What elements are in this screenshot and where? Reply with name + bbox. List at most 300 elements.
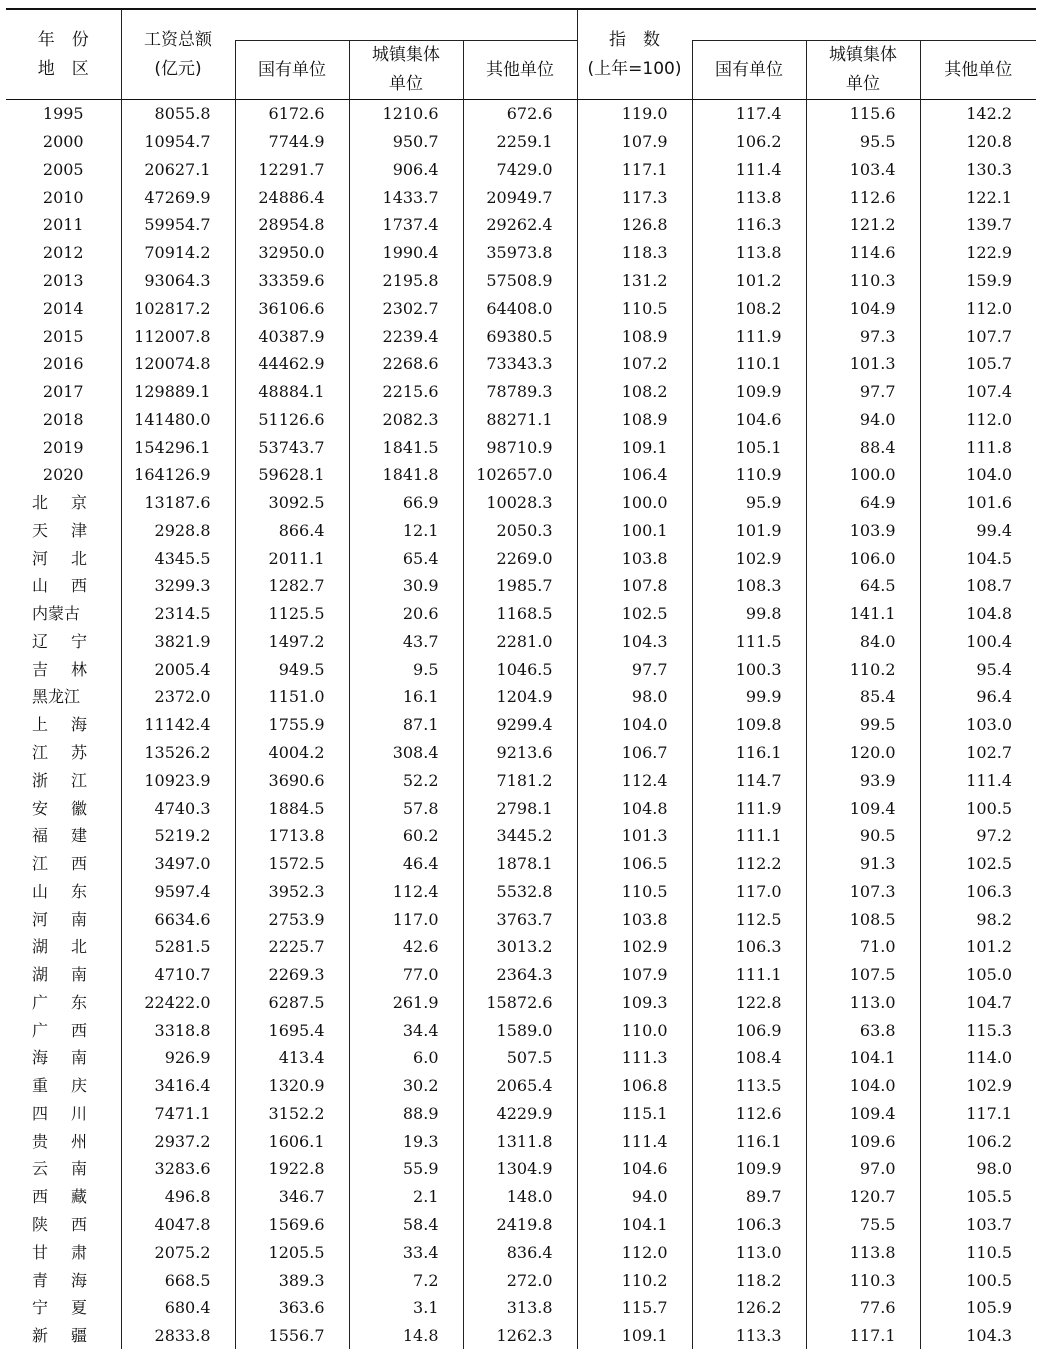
cell-value: 3763.7 bbox=[463, 905, 577, 933]
cell-value: 7471.1 bbox=[121, 1100, 235, 1128]
cell-value: 1210.6 bbox=[349, 100, 463, 128]
cell-value: 109.1 bbox=[577, 433, 692, 461]
cell-value: 2268.6 bbox=[349, 350, 463, 378]
cell-value: 65.4 bbox=[349, 544, 463, 572]
cell-value: 100.5 bbox=[920, 1266, 1036, 1294]
cell-value: 116.3 bbox=[692, 211, 806, 239]
cell-value: 115.3 bbox=[920, 1016, 1036, 1044]
row-region: 山东 bbox=[6, 877, 121, 905]
cell-value: 20949.7 bbox=[463, 183, 577, 211]
cell-value: 413.4 bbox=[235, 1044, 349, 1072]
cell-value: 117.1 bbox=[920, 1100, 1036, 1128]
cell-value: 2364.3 bbox=[463, 961, 577, 989]
row-label-region: 地 区 bbox=[6, 55, 121, 84]
cell-value: 104.0 bbox=[806, 1072, 920, 1100]
row-region: 内蒙古 bbox=[6, 600, 121, 628]
cell-value: 3299.3 bbox=[121, 572, 235, 600]
cell-value: 99.8 bbox=[692, 600, 806, 628]
cell-value: 110.5 bbox=[577, 877, 692, 905]
total-wage-unit: (亿元) bbox=[122, 55, 235, 84]
cell-value: 4710.7 bbox=[121, 961, 235, 989]
cell-value: 109.9 bbox=[692, 378, 806, 406]
cell-value: 1695.4 bbox=[235, 1016, 349, 1044]
cell-value: 3952.3 bbox=[235, 877, 349, 905]
cell-value: 24886.4 bbox=[235, 183, 349, 211]
cell-value: 389.3 bbox=[235, 1266, 349, 1294]
cell-value: 70914.2 bbox=[121, 239, 235, 267]
cell-value: 104.0 bbox=[920, 461, 1036, 489]
table-row bbox=[6, 1322, 1036, 1349]
cell-value: 88271.1 bbox=[463, 405, 577, 433]
cell-value: 109.9 bbox=[692, 1155, 806, 1183]
cell-value: 120.8 bbox=[920, 128, 1036, 156]
cell-value: 129889.1 bbox=[121, 378, 235, 406]
col-urban-collective: 城镇集体 单位 bbox=[349, 41, 463, 100]
table-row bbox=[6, 1183, 1036, 1211]
cell-value: 20.6 bbox=[349, 600, 463, 628]
cell-value: 154296.1 bbox=[121, 433, 235, 461]
cell-value: 117.0 bbox=[692, 877, 806, 905]
cell-value: 1884.5 bbox=[235, 794, 349, 822]
cell-value: 1737.4 bbox=[349, 211, 463, 239]
cell-value: 1320.9 bbox=[235, 1072, 349, 1100]
cell-value: 1282.7 bbox=[235, 572, 349, 600]
cell-value: 51126.6 bbox=[235, 405, 349, 433]
cell-value: 103.0 bbox=[920, 711, 1036, 739]
cell-value: 106.3 bbox=[692, 1211, 806, 1239]
cell-value: 5219.2 bbox=[121, 822, 235, 850]
cell-value: 2239.4 bbox=[349, 322, 463, 350]
cell-value: 97.7 bbox=[577, 655, 692, 683]
cell-value: 2050.3 bbox=[463, 516, 577, 544]
cell-value: 110.2 bbox=[577, 1266, 692, 1294]
row-year: 2010 bbox=[6, 183, 121, 211]
cell-value: 84.0 bbox=[806, 628, 920, 656]
cell-value: 6287.5 bbox=[235, 989, 349, 1017]
table-row bbox=[6, 905, 1036, 933]
table-row bbox=[6, 433, 1036, 461]
cell-value: 866.4 bbox=[235, 516, 349, 544]
cell-value: 148.0 bbox=[463, 1183, 577, 1211]
row-year: 2011 bbox=[6, 211, 121, 239]
cell-value: 102.9 bbox=[577, 933, 692, 961]
cell-value: 1556.7 bbox=[235, 1322, 349, 1349]
cell-value: 108.3 bbox=[692, 572, 806, 600]
cell-value: 1606.1 bbox=[235, 1127, 349, 1155]
row-year: 1995 bbox=[6, 100, 121, 128]
table-row bbox=[6, 739, 1036, 767]
cell-value: 97.2 bbox=[920, 822, 1036, 850]
cell-value: 680.4 bbox=[121, 1294, 235, 1322]
cell-value: 106.5 bbox=[577, 850, 692, 878]
cell-value: 33359.6 bbox=[235, 267, 349, 295]
cell-value: 100.0 bbox=[806, 461, 920, 489]
cell-value: 6634.6 bbox=[121, 905, 235, 933]
cell-value: 110.2 bbox=[806, 655, 920, 683]
cell-value: 101.3 bbox=[806, 350, 920, 378]
cell-value: 308.4 bbox=[349, 739, 463, 767]
cell-value: 507.5 bbox=[463, 1044, 577, 1072]
cell-value: 30.2 bbox=[349, 1072, 463, 1100]
cell-value: 87.1 bbox=[349, 711, 463, 739]
cell-value: 3318.8 bbox=[121, 1016, 235, 1044]
cell-value: 115.7 bbox=[577, 1294, 692, 1322]
cell-value: 73343.3 bbox=[463, 350, 577, 378]
cell-value: 4047.8 bbox=[121, 1211, 235, 1239]
cell-value: 42.6 bbox=[349, 933, 463, 961]
row-region: 重庆 bbox=[6, 1072, 121, 1100]
cell-value: 118.3 bbox=[577, 239, 692, 267]
cell-value: 117.1 bbox=[577, 156, 692, 184]
row-region: 江苏 bbox=[6, 739, 121, 767]
cell-value: 112.6 bbox=[806, 183, 920, 211]
cell-value: 114.6 bbox=[806, 239, 920, 267]
cell-value: 1433.7 bbox=[349, 183, 463, 211]
row-year: 2017 bbox=[6, 378, 121, 406]
cell-value: 121.2 bbox=[806, 211, 920, 239]
cell-value: 10954.7 bbox=[121, 128, 235, 156]
table-row bbox=[6, 794, 1036, 822]
cell-value: 12291.7 bbox=[235, 156, 349, 184]
row-year: 2012 bbox=[6, 239, 121, 267]
row-region: 湖南 bbox=[6, 961, 121, 989]
cell-value: 2928.8 bbox=[121, 516, 235, 544]
table-row bbox=[6, 766, 1036, 794]
cell-value: 52.2 bbox=[349, 766, 463, 794]
cell-value: 88.4 bbox=[806, 433, 920, 461]
cell-value: 104.6 bbox=[577, 1155, 692, 1183]
cell-value: 120.7 bbox=[806, 1183, 920, 1211]
cell-value: 114.0 bbox=[920, 1044, 1036, 1072]
cell-value: 5532.8 bbox=[463, 877, 577, 905]
cell-value: 106.7 bbox=[577, 739, 692, 767]
row-region: 海南 bbox=[6, 1044, 121, 1072]
cell-value: 3013.2 bbox=[463, 933, 577, 961]
cell-value: 109.4 bbox=[806, 1100, 920, 1128]
cell-value: 1572.5 bbox=[235, 850, 349, 878]
cell-value: 1985.7 bbox=[463, 572, 577, 600]
cell-value: 107.5 bbox=[806, 961, 920, 989]
cell-value: 98.2 bbox=[920, 905, 1036, 933]
cell-value: 1205.5 bbox=[235, 1238, 349, 1266]
row-region: 北京 bbox=[6, 489, 121, 517]
row-region: 福建 bbox=[6, 822, 121, 850]
cell-value: 4740.3 bbox=[121, 794, 235, 822]
cell-value: 78789.3 bbox=[463, 378, 577, 406]
cell-value: 75.5 bbox=[806, 1211, 920, 1239]
cell-value: 112.2 bbox=[692, 850, 806, 878]
cell-value: 55.9 bbox=[349, 1155, 463, 1183]
cell-value: 40387.9 bbox=[235, 322, 349, 350]
cell-value: 13526.2 bbox=[121, 739, 235, 767]
table-row bbox=[6, 1238, 1036, 1266]
cell-value: 1569.6 bbox=[235, 1211, 349, 1239]
cell-value: 112.0 bbox=[577, 1238, 692, 1266]
cell-value: 107.4 bbox=[920, 378, 1036, 406]
cell-value: 119.0 bbox=[577, 100, 692, 128]
cell-value: 105.7 bbox=[920, 350, 1036, 378]
cell-value: 105.5 bbox=[920, 1183, 1036, 1211]
table-row bbox=[6, 461, 1036, 489]
cell-value: 116.1 bbox=[692, 739, 806, 767]
cell-value: 112.5 bbox=[692, 905, 806, 933]
cell-value: 8055.8 bbox=[121, 100, 235, 128]
table-row bbox=[6, 294, 1036, 322]
index-base: (上年=100) bbox=[578, 55, 692, 84]
cell-value: 836.4 bbox=[463, 1238, 577, 1266]
cell-value: 1262.3 bbox=[463, 1322, 577, 1349]
cell-value: 2195.8 bbox=[349, 267, 463, 295]
row-region: 河南 bbox=[6, 905, 121, 933]
cell-value: 9213.6 bbox=[463, 739, 577, 767]
cell-value: 111.1 bbox=[692, 822, 806, 850]
table-row bbox=[6, 822, 1036, 850]
cell-value: 9299.4 bbox=[463, 711, 577, 739]
cell-value: 3.1 bbox=[349, 1294, 463, 1322]
cell-value: 11142.4 bbox=[121, 711, 235, 739]
cell-value: 57.8 bbox=[349, 794, 463, 822]
row-region: 西藏 bbox=[6, 1183, 121, 1211]
cell-value: 2833.8 bbox=[121, 1322, 235, 1349]
cell-value: 110.5 bbox=[577, 294, 692, 322]
row-year: 2014 bbox=[6, 294, 121, 322]
cell-value: 94.0 bbox=[577, 1183, 692, 1211]
total-wage-header bbox=[121, 9, 235, 100]
cell-value: 104.3 bbox=[920, 1322, 1036, 1349]
cell-value: 2372.0 bbox=[121, 683, 235, 711]
cell-value: 949.5 bbox=[235, 655, 349, 683]
cell-value: 89.7 bbox=[692, 1183, 806, 1211]
cell-value: 272.0 bbox=[463, 1266, 577, 1294]
cell-value: 91.3 bbox=[806, 850, 920, 878]
cell-value: 109.1 bbox=[577, 1322, 692, 1349]
cell-value: 122.1 bbox=[920, 183, 1036, 211]
cell-value: 1922.8 bbox=[235, 1155, 349, 1183]
cell-value: 9.5 bbox=[349, 655, 463, 683]
row-year: 2015 bbox=[6, 322, 121, 350]
row-region: 青海 bbox=[6, 1266, 121, 1294]
cell-value: 105.0 bbox=[920, 961, 1036, 989]
cell-value: 112.4 bbox=[577, 766, 692, 794]
cell-value: 100.0 bbox=[577, 489, 692, 517]
cell-value: 4004.2 bbox=[235, 739, 349, 767]
row-region: 山西 bbox=[6, 572, 121, 600]
cell-value: 103.9 bbox=[806, 516, 920, 544]
cell-value: 104.1 bbox=[806, 1044, 920, 1072]
cell-value: 104.3 bbox=[577, 628, 692, 656]
cell-value: 103.8 bbox=[577, 905, 692, 933]
row-region: 陕西 bbox=[6, 1211, 121, 1239]
cell-value: 1125.5 bbox=[235, 600, 349, 628]
cell-value: 98.0 bbox=[577, 683, 692, 711]
cell-value: 113.8 bbox=[692, 239, 806, 267]
cell-value: 2753.9 bbox=[235, 905, 349, 933]
cell-value: 99.9 bbox=[692, 683, 806, 711]
table-row bbox=[6, 350, 1036, 378]
cell-value: 122.8 bbox=[692, 989, 806, 1017]
cell-value: 115.1 bbox=[577, 1100, 692, 1128]
cell-value: 20627.1 bbox=[121, 156, 235, 184]
cell-value: 94.0 bbox=[806, 405, 920, 433]
table-row bbox=[6, 1155, 1036, 1183]
row-region: 辽宁 bbox=[6, 628, 121, 656]
table-row bbox=[6, 683, 1036, 711]
row-region: 广东 bbox=[6, 989, 121, 1017]
cell-value: 2.1 bbox=[349, 1183, 463, 1211]
cell-value: 97.3 bbox=[806, 322, 920, 350]
table-row bbox=[6, 183, 1036, 211]
cell-value: 13187.6 bbox=[121, 489, 235, 517]
cell-value: 2269.0 bbox=[463, 544, 577, 572]
table-row bbox=[6, 850, 1036, 878]
cell-value: 3821.9 bbox=[121, 628, 235, 656]
row-year: 2005 bbox=[6, 156, 121, 184]
cell-value: 107.2 bbox=[577, 350, 692, 378]
cell-value: 34.4 bbox=[349, 1016, 463, 1044]
index-header bbox=[577, 9, 692, 100]
cell-value: 107.3 bbox=[806, 877, 920, 905]
cell-value: 115.6 bbox=[806, 100, 920, 128]
cell-value: 100.5 bbox=[920, 794, 1036, 822]
cell-value: 2419.8 bbox=[463, 1211, 577, 1239]
row-year: 2019 bbox=[6, 433, 121, 461]
table-row bbox=[6, 239, 1036, 267]
cell-value: 107.9 bbox=[577, 961, 692, 989]
cell-value: 141480.0 bbox=[121, 405, 235, 433]
cell-value: 117.1 bbox=[806, 1322, 920, 1349]
cell-value: 102657.0 bbox=[463, 461, 577, 489]
cell-value: 64408.0 bbox=[463, 294, 577, 322]
cell-value: 1841.5 bbox=[349, 433, 463, 461]
table-row bbox=[6, 989, 1036, 1017]
cell-value: 672.6 bbox=[463, 100, 577, 128]
table-row bbox=[6, 711, 1036, 739]
cell-value: 112.4 bbox=[349, 877, 463, 905]
row-region: 四川 bbox=[6, 1100, 121, 1128]
cell-value: 3445.2 bbox=[463, 822, 577, 850]
cell-value: 112.0 bbox=[920, 405, 1036, 433]
cell-value: 111.1 bbox=[692, 961, 806, 989]
cell-value: 5281.5 bbox=[121, 933, 235, 961]
cell-value: 32950.0 bbox=[235, 239, 349, 267]
cell-value: 2281.0 bbox=[463, 628, 577, 656]
cell-value: 101.3 bbox=[577, 822, 692, 850]
cell-value: 108.2 bbox=[692, 294, 806, 322]
table-row bbox=[6, 489, 1036, 517]
cell-value: 105.9 bbox=[920, 1294, 1036, 1322]
cell-value: 111.4 bbox=[577, 1127, 692, 1155]
cell-value: 117.3 bbox=[577, 183, 692, 211]
cell-value: 90.5 bbox=[806, 822, 920, 850]
cell-value: 2937.2 bbox=[121, 1127, 235, 1155]
cell-value: 102817.2 bbox=[121, 294, 235, 322]
cell-value: 36106.6 bbox=[235, 294, 349, 322]
cell-value: 106.8 bbox=[577, 1072, 692, 1100]
cell-value: 60.2 bbox=[349, 822, 463, 850]
cell-value: 110.3 bbox=[806, 1266, 920, 1294]
cell-value: 102.5 bbox=[920, 850, 1036, 878]
cell-value: 117.0 bbox=[349, 905, 463, 933]
table-row bbox=[6, 877, 1036, 905]
cell-value: 1841.8 bbox=[349, 461, 463, 489]
cell-value: 58.4 bbox=[349, 1211, 463, 1239]
cell-value: 313.8 bbox=[463, 1294, 577, 1322]
cell-value: 109.6 bbox=[806, 1127, 920, 1155]
cell-value: 7181.2 bbox=[463, 766, 577, 794]
cell-value: 108.9 bbox=[577, 322, 692, 350]
cell-value: 3416.4 bbox=[121, 1072, 235, 1100]
cell-value: 1046.5 bbox=[463, 655, 577, 683]
cell-value: 117.4 bbox=[692, 100, 806, 128]
cell-value: 104.7 bbox=[920, 989, 1036, 1017]
cell-value: 7744.9 bbox=[235, 128, 349, 156]
row-region: 云南 bbox=[6, 1155, 121, 1183]
row-region: 宁夏 bbox=[6, 1294, 121, 1322]
table-row bbox=[6, 267, 1036, 295]
cell-value: 106.3 bbox=[692, 933, 806, 961]
table-row bbox=[6, 128, 1036, 156]
cell-value: 107.8 bbox=[577, 572, 692, 600]
cell-value: 88.9 bbox=[349, 1100, 463, 1128]
cell-value: 112.6 bbox=[692, 1100, 806, 1128]
total-group-spacer bbox=[235, 9, 577, 41]
cell-value: 2314.5 bbox=[121, 600, 235, 628]
cell-value: 69380.5 bbox=[463, 322, 577, 350]
row-region: 安徽 bbox=[6, 794, 121, 822]
cell-value: 2065.4 bbox=[463, 1072, 577, 1100]
cell-value: 1713.8 bbox=[235, 822, 349, 850]
cell-value: 2005.4 bbox=[121, 655, 235, 683]
cell-value: 111.8 bbox=[920, 433, 1036, 461]
row-region: 湖北 bbox=[6, 933, 121, 961]
row-year: 2000 bbox=[6, 128, 121, 156]
cell-value: 102.7 bbox=[920, 739, 1036, 767]
cell-value: 16.1 bbox=[349, 683, 463, 711]
cell-value: 106.2 bbox=[692, 128, 806, 156]
cell-value: 59628.1 bbox=[235, 461, 349, 489]
cell-value: 363.6 bbox=[235, 1294, 349, 1322]
cell-value: 2225.7 bbox=[235, 933, 349, 961]
cell-value: 93064.3 bbox=[121, 267, 235, 295]
cell-value: 30.9 bbox=[349, 572, 463, 600]
cell-value: 113.0 bbox=[806, 989, 920, 1017]
cell-value: 100.3 bbox=[692, 655, 806, 683]
row-year: 2018 bbox=[6, 405, 121, 433]
cell-value: 108.5 bbox=[806, 905, 920, 933]
table-row bbox=[6, 1266, 1036, 1294]
cell-value: 2269.3 bbox=[235, 961, 349, 989]
cell-value: 99.4 bbox=[920, 516, 1036, 544]
cell-value: 1151.0 bbox=[235, 683, 349, 711]
cell-value: 1168.5 bbox=[463, 600, 577, 628]
cell-value: 2798.1 bbox=[463, 794, 577, 822]
cell-value: 104.8 bbox=[920, 600, 1036, 628]
row-region: 江西 bbox=[6, 850, 121, 878]
cell-value: 53743.7 bbox=[235, 433, 349, 461]
cell-value: 950.7 bbox=[349, 128, 463, 156]
cell-value: 114.7 bbox=[692, 766, 806, 794]
cell-value: 7429.0 bbox=[463, 156, 577, 184]
col-index-state-owned: 国有单位 bbox=[692, 41, 806, 100]
index-group-spacer bbox=[692, 9, 1036, 41]
cell-value: 106.4 bbox=[577, 461, 692, 489]
cell-value: 109.4 bbox=[806, 794, 920, 822]
table-row bbox=[6, 961, 1036, 989]
cell-value: 1497.2 bbox=[235, 628, 349, 656]
cell-value: 346.7 bbox=[235, 1183, 349, 1211]
cell-value: 2011.1 bbox=[235, 544, 349, 572]
cell-value: 101.6 bbox=[920, 489, 1036, 517]
